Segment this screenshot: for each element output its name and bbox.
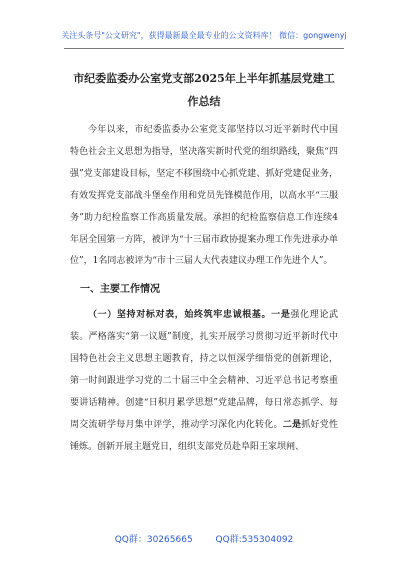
document-title: 市纪委监委办公室党支部2025年上半年抓基层党建工作总结 bbox=[73, 72, 335, 108]
paragraph-lead: （一）坚持对标对表，始终筑牢忠诚根基。一是 bbox=[88, 310, 291, 321]
footer-qq-group-2: QQ群:535304092 bbox=[215, 535, 294, 545]
header-note: 关注头条号"公文研究"，获得最新最全最专业的公文资料库！ 微信：gongwenyj bbox=[61, 31, 347, 40]
paragraph-text: 强化理论武装。严格落实“第一议题”制度，扎实开展学习贯彻习近平新时代中国特色社会主义思想主题教育，持之以恒深学细悟党的创新理论，第一时间跟进学习党的二十届三中全会精神、习近平总书记考察重要讲话精神。创建“日积月累学思想”党建品牌，每日常态抓学、每周交流研学每月集中评学，推动学习深化内化转化。 bbox=[70, 310, 338, 430]
section-heading: 一、主要工作情况 bbox=[80, 284, 160, 296]
section-paragraph bbox=[70, 305, 338, 458]
paragraph-text-2: 抓好党性锤炼。创新开展主题党日，组织支部党员赴阜阳王家坝闸、 bbox=[70, 419, 338, 452]
paragraph-lead-2: 二是 bbox=[282, 419, 302, 430]
intro-paragraph: 今年以来，市纪委监委办公室党支部坚持以习近平新时代中国特色社会主义思想为指导，坚决落实新时代党的组织路线，聚焦“四强”党支部建设目标，坚定不移围绕中心抓党建、抓好党建促业务，有效发挥党支部战斗堡垒作用和党员先锋模范作用，以高水平“三服务”助力纪检监察工作高质量发展。承担的纪检监察信息工作连续4年居全国第一方阵，被评为“十三届市政协提案办理工作先进承办单位”，1名同志被评为“市十三届人大代表建议办理工作先进个人”。 bbox=[70, 125, 338, 267]
footer-qq-group-1: QQ群：30265665 bbox=[114, 535, 193, 545]
document-body bbox=[70, 120, 338, 459]
footer bbox=[0, 532, 408, 545]
header-divider bbox=[64, 48, 344, 49]
